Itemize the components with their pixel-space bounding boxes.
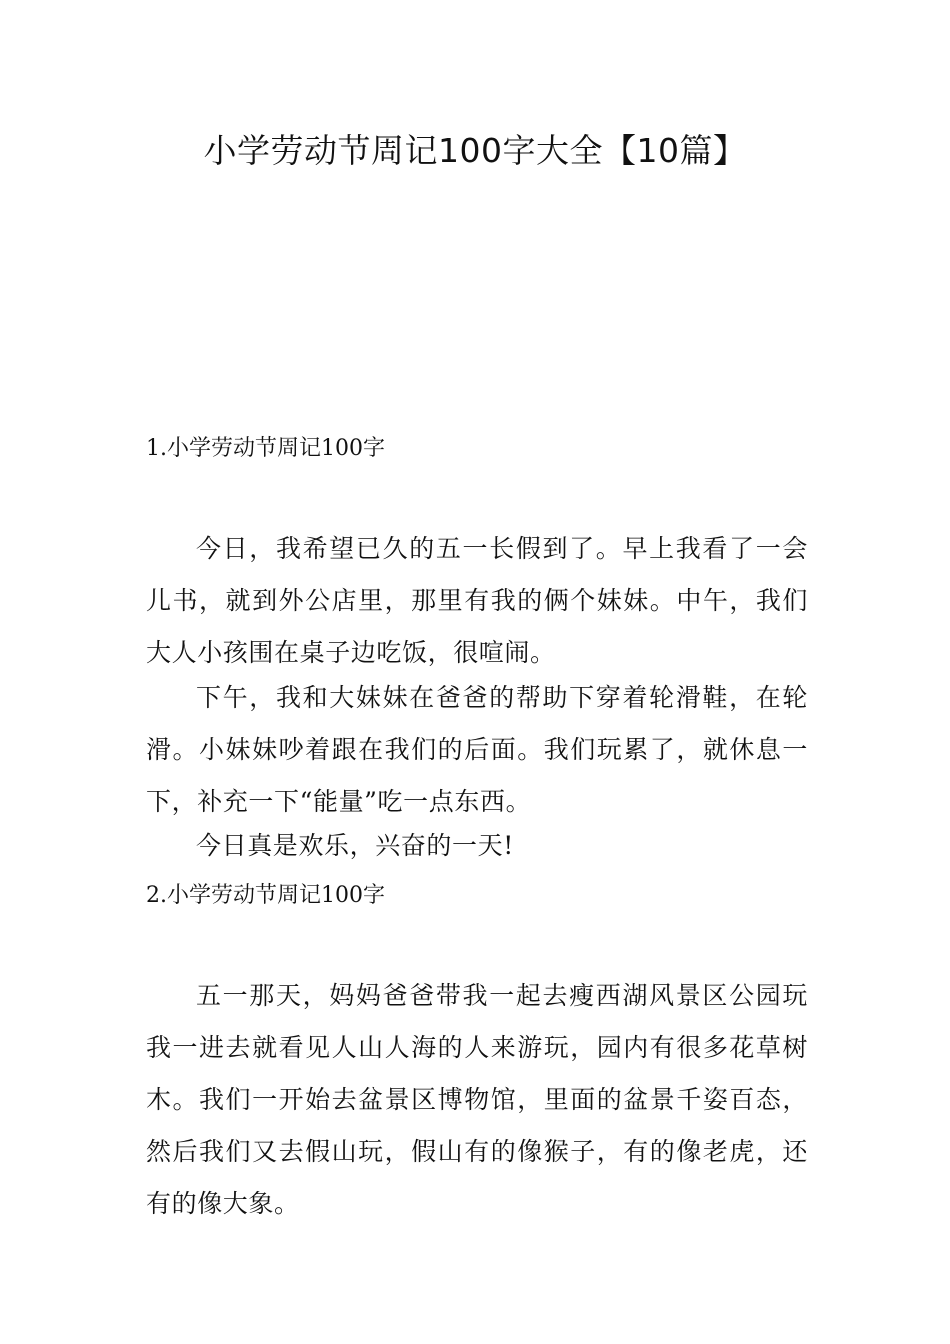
section-1-heading: 1.小学劳动节周记100字 [146,436,385,461]
section-1-paragraph-3: 今日真是欢乐，兴奋的一天! [196,831,514,860]
section-2-paragraph-1: 五一那天，妈妈爸爸带我一起去瘦西湖风景区公园玩我一进去就看见人山人海的人来游玩，园内有很多花草树木。我们一开始去盆景区博物馆，里面的盆景千姿百态，然后我们又去假山玩，假山有的像猴子，有的像老虎，还有的像大象。 [146,981,808,1218]
section-1-paragraph-1: 今日，我希望已久的五一长假到了。早上我看了一会儿书，就到外公店里，那里有我的俩个妹妹。中午，我们大人小孩围在桌子边吃饭，很喧闹。 [146,534,808,667]
section-2-heading: 2.小学劳动节周记100字 [146,883,385,908]
section-1-paragraph-2: 下午，我和大妹妹在爸爸的帮助下穿着轮滑鞋，在轮滑。小妹妹吵着跟在我们的后面。我们玩累了，就休息一下，补充一下“能量”吃一点东西。 [146,683,808,816]
document-title: 小学劳动节周记100字大全【10篇】 [203,131,747,170]
